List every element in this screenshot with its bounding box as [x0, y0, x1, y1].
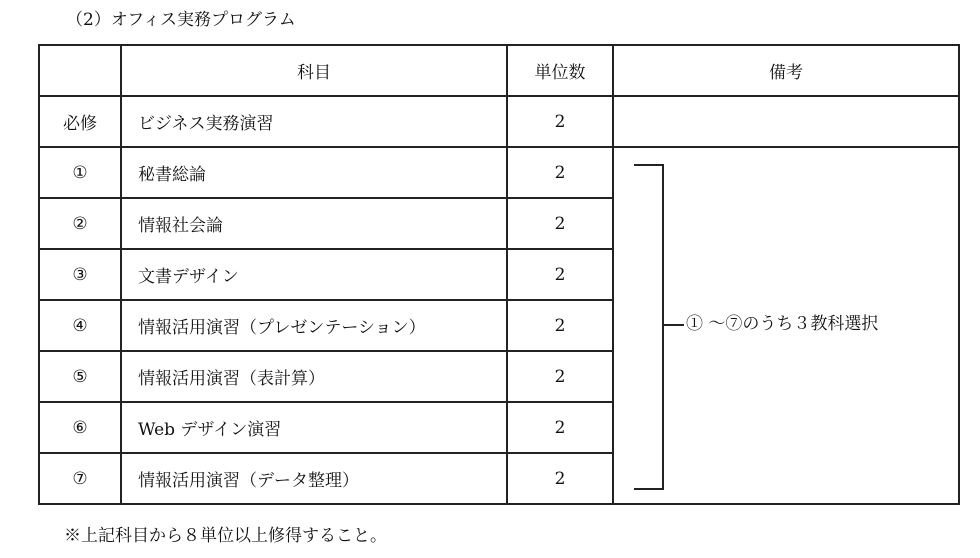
elective-subject-cell: 文書デザイン — [121, 249, 507, 300]
elective-units-cell: 2 — [507, 198, 613, 249]
elective-subject-cell: 情報活用演習（データ整理） — [121, 453, 507, 504]
table-header-row — [39, 45, 959, 96]
elective-number-cell: ① — [39, 147, 121, 198]
elective-units-cell: 2 — [507, 453, 613, 504]
program-heading: （2）オフィス実務プログラム — [66, 10, 296, 30]
elective-units-cell: 2 — [507, 402, 613, 453]
required-notes-cell — [613, 96, 959, 147]
elective-number-cell: ⑦ — [39, 453, 121, 504]
bracket-stem — [662, 324, 684, 326]
elective-number-cell: ③ — [39, 249, 121, 300]
elective-number-cell: ⑥ — [39, 402, 121, 453]
header-units-cell: 単位数 — [507, 45, 613, 96]
elective-number-cell: ② — [39, 198, 121, 249]
bracket-mark — [634, 164, 664, 490]
elective-subject-cell: 情報活用演習（表計算） — [121, 351, 507, 402]
elective-subject-cell: 秘書総論 — [121, 147, 507, 198]
elective-number-cell: ④ — [39, 300, 121, 351]
elective-subject-cell: 情報社会論 — [121, 198, 507, 249]
header-notes-cell: 備考 — [613, 45, 959, 96]
elective-units-cell: 2 — [507, 147, 613, 198]
elective-subject-cell: Web デザイン演習 — [121, 402, 507, 453]
header-subject-cell: 科目 — [121, 45, 507, 96]
footnote: ※上記科目から８単位以上修得すること。 — [64, 526, 387, 546]
elective-units-cell: 2 — [507, 249, 613, 300]
elective-number-cell: ⑤ — [39, 351, 121, 402]
elective-units-cell: 2 — [507, 300, 613, 351]
required-subject-cell: ビジネス実務演習 — [121, 96, 507, 147]
required-row — [39, 96, 959, 147]
elective-units-cell: 2 — [507, 351, 613, 402]
program-table — [38, 44, 960, 505]
header-type-cell — [39, 45, 121, 96]
elective-notes-cell — [613, 147, 959, 504]
table-row — [39, 147, 959, 198]
elective-note-text: ① ～⑦のうち３教科選択 — [686, 314, 879, 334]
required-units-cell: 2 — [507, 96, 613, 147]
required-type-cell: 必修 — [39, 96, 121, 147]
elective-subject-cell: 情報活用演習（プレゼンテーション） — [121, 300, 507, 351]
